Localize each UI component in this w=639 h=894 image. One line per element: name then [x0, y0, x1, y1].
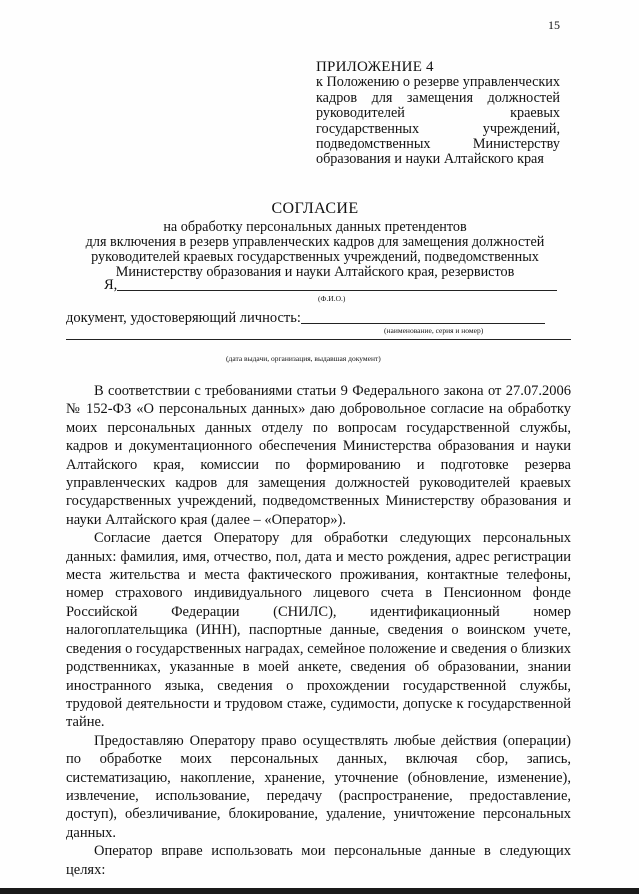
heading-line: Министерству образования и науки Алтайского края, резервистов — [115, 264, 515, 280]
document-label: документ, удостоверяющий личность: — [66, 310, 301, 326]
scan-bottom-edge — [0, 888, 639, 894]
heading-line: для включения в резерв управленческих кадров для замещения должностей — [85, 234, 545, 250]
paragraph: Согласие дается Оператору для обработки следующих персональных данных: фамилия, имя, отчество, пол, дата и место рождения, адрес регистрации места жительства и места фактического проживания, контактные телефоны, номер страхового индивидуального лицевого счета в Пенсионном фонде Российской Федерации (СНИЛС), идентификационный номер налогоплательщика (ИНН), паспортные данные, сведения о воинском учете, сведения о государственных наградах, семейное положение и сведения о близких родственниках, указанные в моей анкете, сведения об образовании, знании иностранного языка, сведения о прохождении государственной службы, трудовой деятельности и трудовом стаже, судимости, допуске к государственной тайне. — [66, 530, 571, 731]
paragraph: Предоставляю Оператору право осуществлять любые действия (операции) по обработке моих персональных данных, включая сбор, запись, систематизацию, накопление, хранение, уточнение (обновление, изменение), извлечение, использование, передачу (распространение, предоставление, доступ), обезличивание, блокирование, удаление, уничтожение персональных данных. — [66, 732, 571, 841]
issued-caption: (дата выдачи, организация, выдавшая документ) — [226, 354, 381, 363]
name-field-row — [104, 277, 557, 294]
document-field-row — [66, 310, 545, 327]
document-caption: (наименование, серия и номер) — [384, 326, 484, 335]
name-input-line[interactable] — [117, 289, 557, 291]
appendix-title: ПРИЛОЖЕНИЕ 4 — [316, 59, 434, 75]
paragraph: В соответствии с требованиями статьи 9 Федерального закона от 27.07.2006 № 152-ФЗ «О персональных данных» даю добровольное согласие на обработку моих персональных данных отделу по вопросам государственной службы, кадров и документационного обеспечения Министерства образования и науки Алтайского края, комиссии по формированию и подготовке резерва управленческих кадров для замещения должностей руководителей краевых государственных учреждений, подведомственных Министерству образования и науки Алтайского края (далее – «Оператор»). — [66, 383, 571, 528]
name-caption: (Ф.И.О.) — [318, 294, 346, 303]
appendix-block — [316, 60, 560, 168]
consent-heading — [60, 200, 570, 280]
consent-body — [66, 382, 571, 879]
heading-title: СОГЛАСИЕ — [271, 200, 359, 217]
issued-input-line[interactable] — [66, 338, 571, 340]
issued-field-row — [66, 338, 571, 343]
appendix-text: к Положению о резерве управленческих кадров для замещения должностей руководителей краевых государственных учреждений, подведомственных Министерству образования и науки Алтайского края — [316, 74, 560, 168]
paragraph: Оператор вправе использовать мои персональные данные в следующих целях: — [66, 843, 571, 878]
page-number: 15 — [548, 18, 560, 32]
document-input-line[interactable] — [301, 322, 545, 324]
heading-line: руководителей краевых государственных учреждений, подведомственных — [91, 249, 539, 265]
heading-line: на обработку персональных данных претендентов — [163, 219, 467, 235]
name-label: Я, — [104, 277, 118, 293]
